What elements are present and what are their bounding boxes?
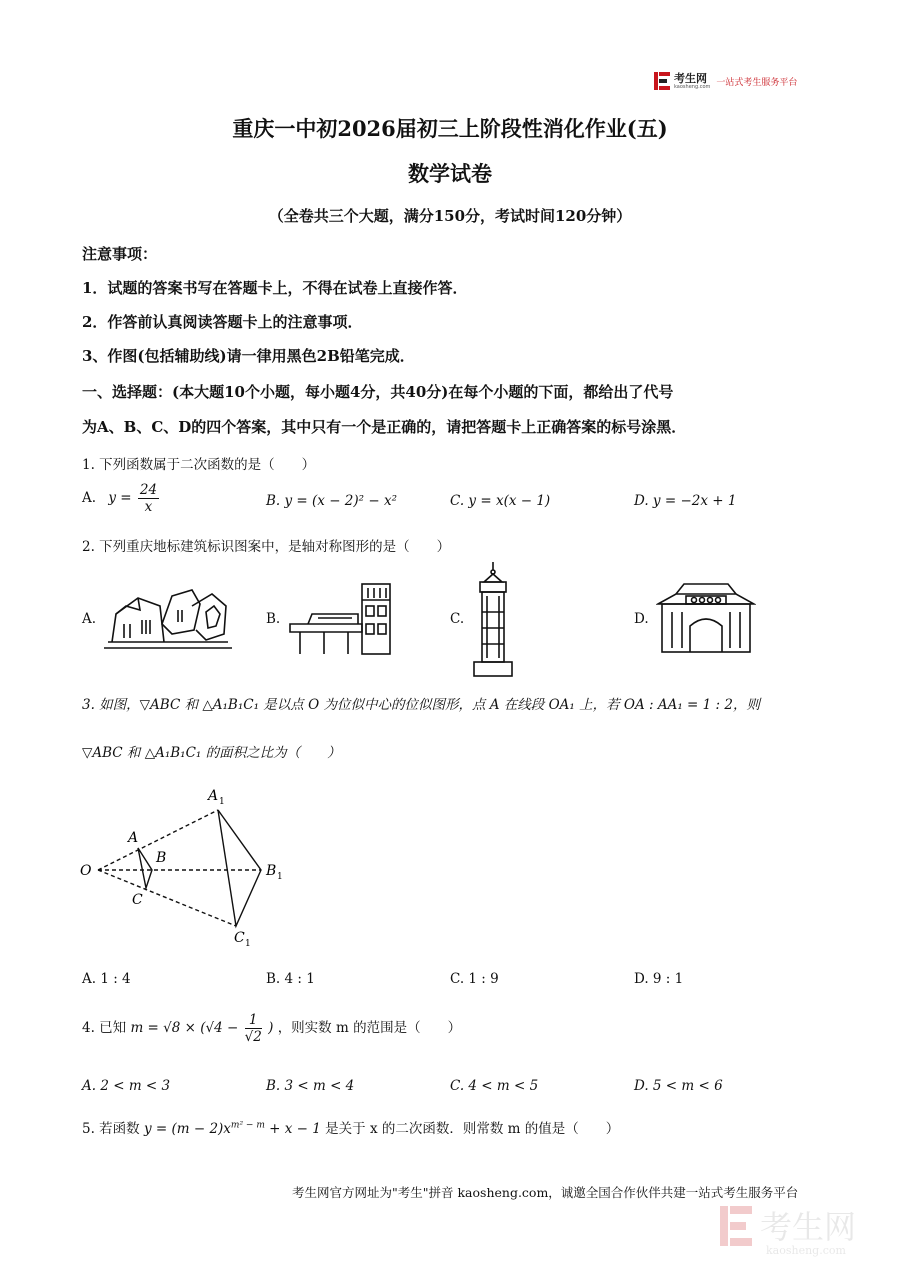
- q2-option-b-label[interactable]: B.: [266, 611, 281, 627]
- instruction-item-2: 2．作答前认真阅读答题卡上的注意事项．: [82, 313, 363, 331]
- logo-slogan: 一站式考生服务平台: [716, 77, 798, 88]
- footer-text: 考生网官方网址为"考生"拼音 kaosheng.com，诚邀全国合作伙伴共建一站式考生服务平台: [292, 1185, 799, 1200]
- label-a: A: [128, 830, 139, 846]
- label-b1-sub: 1: [277, 872, 283, 882]
- q4-fraction: [245, 1012, 262, 1045]
- exam-title: 重庆一中初2026届初三上阶段性消化作业(五): [232, 116, 668, 141]
- q5-stem: [82, 1117, 619, 1137]
- q4-option-b[interactable]: B. 3 < m < 4: [266, 1078, 355, 1094]
- q2-option-c-label[interactable]: C.: [450, 611, 465, 627]
- q5-exponent: m² − m: [230, 1120, 265, 1131]
- triangle-abc: [138, 848, 152, 888]
- logo-domain: kaosheng.com: [674, 83, 711, 90]
- liberation-monument-icon: [470, 562, 516, 678]
- instruction-item-1: 1．试题的答案书写在答题卡上，不得在试卷上直接作答．: [82, 279, 468, 297]
- exam-note: （全卷共三个大题，满分150分，考试时间120分钟）: [268, 207, 632, 225]
- watermark-name: 考生网: [760, 1208, 857, 1246]
- instruction-item-3: 3、作图(包括辅助线)请一律用黑色2B铅笔完成．: [82, 347, 415, 365]
- exam-subtitle: 数学试卷: [408, 161, 492, 186]
- q3-stem-line2: ▽ABC 和 △A₁B₁C₁ 的面积之比为（ ）: [82, 745, 341, 761]
- label-c: C: [132, 892, 143, 908]
- q3-option-d[interactable]: D. 9 : 1: [634, 971, 684, 987]
- q4-stem: [82, 1012, 461, 1045]
- q4-m-definition: m = √8 × (√4 −: [130, 1020, 239, 1036]
- q3-option-b[interactable]: B. 4 : 1: [266, 971, 315, 987]
- q4-option-a[interactable]: A. 2 < m < 3: [82, 1078, 171, 1094]
- q2-option-d-label[interactable]: D.: [634, 611, 649, 627]
- q5-stem-prefix: 5. 若函数: [82, 1121, 140, 1137]
- q3-option-a[interactable]: A. 1 : 4: [82, 971, 131, 987]
- q5-formula-rest: + x − 1: [264, 1121, 321, 1137]
- q1-option-a[interactable]: [82, 482, 161, 515]
- monorail-building-icon: [288, 580, 398, 656]
- q5-stem-suffix: 是关于 x 的二次函数．则常数 m 的值是（ ）: [325, 1121, 620, 1137]
- q4-option-d[interactable]: D. 5 < m < 6: [634, 1078, 723, 1094]
- label-o: O: [80, 863, 92, 879]
- q2-stem: 2. 下列重庆地标建筑标识图案中，是轴对称图形的是（ ）: [82, 539, 451, 555]
- q4-close-paren: ): [268, 1020, 274, 1036]
- label-c1-sub: 1: [245, 939, 251, 948]
- label-b1: B: [266, 863, 277, 879]
- q4-stem-suffix: ，则实数 m 的范围是（ ）: [277, 1020, 462, 1036]
- label-a1-sub: 1: [219, 797, 225, 807]
- q1-option-a-label: A.: [82, 490, 97, 506]
- triangle-a1b1c1: [218, 810, 261, 926]
- label-c1: C: [234, 930, 245, 946]
- q1-option-a-fraction: [138, 482, 159, 515]
- q1-option-a-denominator: x: [144, 499, 153, 515]
- q1-option-d[interactable]: D. y = −2x + 1: [634, 493, 737, 509]
- q2-option-a-label[interactable]: A.: [82, 611, 97, 627]
- q1-option-b[interactable]: B. y = (x − 2)² − x²: [266, 493, 397, 509]
- q4-fraction-denominator: √2: [244, 1029, 262, 1045]
- q3-option-c[interactable]: C. 1 : 9: [450, 971, 499, 987]
- q1-stem: 1. 下列函数属于二次函数的是（ ）: [82, 457, 316, 473]
- section1-line2: 为A、B、C、D的四个答案，其中只有一个是正确的，请把答题卡上正确答案的标号涂黑．: [82, 418, 687, 436]
- q1-option-a-lhs: y =: [108, 490, 132, 506]
- logo-name: 考生网: [674, 71, 707, 85]
- kaosheng-logo-icon: [654, 72, 670, 90]
- grand-theatre-icon: [102, 584, 234, 652]
- kaosheng-watermark: [716, 1200, 886, 1260]
- q4-fraction-numerator: 1: [245, 1012, 262, 1029]
- archway-gate-icon: [656, 582, 756, 654]
- q4-stem-prefix: 4. 已知: [82, 1020, 127, 1036]
- kaosheng-logo[interactable]: [654, 72, 797, 90]
- q3-stem-line1: 3. 如图，▽ABC 和 △A₁B₁C₁ 是以点 O 为位似中心的位似图形，点 A 在线段 OA₁ 上，若 OA : AA₁ = 1 : 2，则: [82, 697, 760, 713]
- q5-formula: y = (m − 2)x: [143, 1121, 231, 1137]
- instructions-heading: 注意事项：: [82, 245, 158, 263]
- label-b: B: [156, 850, 167, 866]
- dashed-line-o-c1: [98, 870, 236, 926]
- section1-line1: 一、选择题：(本大题10个小题，每小题4分，共40分)在每个小题的下面，都给出了代号: [82, 383, 674, 401]
- q1-option-c[interactable]: C. y = x(x − 1): [450, 493, 551, 509]
- logo-text-block: [674, 73, 710, 90]
- q4-option-c[interactable]: C. 4 < m < 5: [450, 1078, 539, 1094]
- q1-option-a-numerator: 24: [139, 482, 158, 498]
- label-a1: A: [208, 788, 219, 804]
- homothety-figure: [76, 780, 296, 948]
- watermark-domain: kaosheng.com: [766, 1244, 846, 1257]
